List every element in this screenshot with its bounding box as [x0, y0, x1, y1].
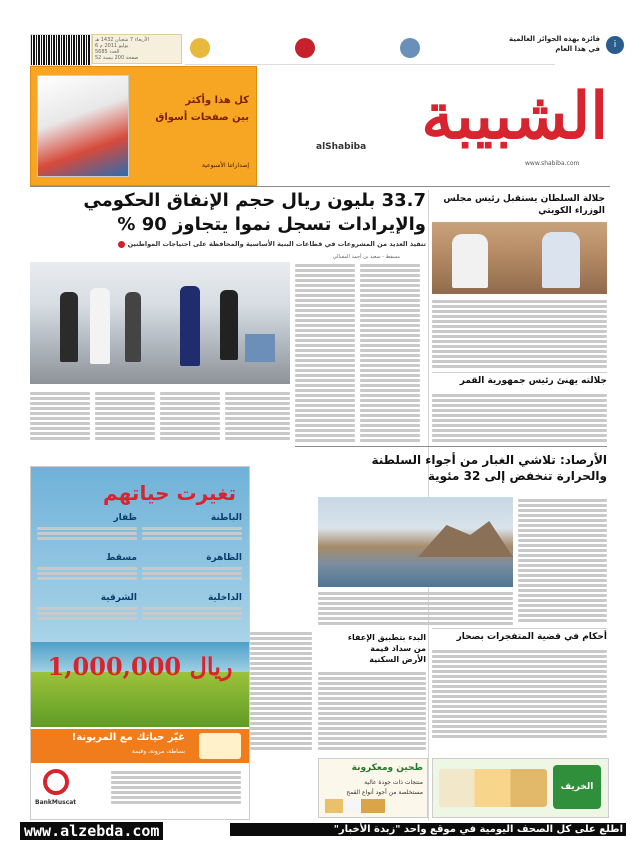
bank-ad-amount: 1,000,000 ريال [47, 652, 233, 681]
region-dakhiliya: الداخلية [207, 593, 242, 603]
issue-price: 52 صفحة 200 بيسة [95, 55, 139, 61]
region-winners [142, 605, 242, 622]
region-winners [142, 525, 242, 542]
loans-body [318, 670, 426, 754]
photo-cart [245, 334, 275, 362]
weather-body [518, 497, 607, 625]
award-badge [190, 38, 210, 58]
weather-headline-2: والحرارة تنخفض إلى 32 مئوية [427, 469, 607, 483]
bank-ad-slogan-band [31, 729, 249, 763]
logo-english: alShabiba [316, 142, 367, 152]
teaser-badge-icon: i [606, 36, 624, 54]
region-dhahira: الظاهرة [206, 553, 242, 563]
top-ad-headline-1: كل هذا وأكثر [185, 95, 249, 106]
masthead-logo [300, 72, 610, 172]
loans-headline-3: الأرض السكنية [369, 655, 426, 664]
weather-headline-1: الأرصاد: تلاشي الغبار من أجواء السلطنة [371, 453, 607, 467]
top-ad-tagline: إصداراتنا الأسبوعية [202, 162, 249, 169]
flour-ad-products [325, 799, 385, 813]
bank-ad-regions [37, 513, 243, 638]
top-ad-headline-2: بين صفحات أسواق [155, 112, 249, 123]
bank-ad-title: تغيرت حياتهم [103, 481, 236, 505]
lead-body-column [160, 390, 220, 442]
bank-ad-finetext [111, 769, 241, 806]
photo-person [125, 292, 141, 362]
sidebar-story-2-title: جلالته يهنئ رئيس جمهورية القمر [459, 376, 607, 386]
region-winners [142, 565, 242, 582]
issue-date: 6 يوليو 2011 م [95, 43, 129, 49]
photo-person [90, 288, 110, 364]
bank-ad-slogan: غيّر حياتك مع المريونة! [71, 732, 185, 743]
sidebar-story-1-title: جلالة السلطان يستقبل رئيس مجلس الوزراء الكويتي [443, 194, 605, 216]
website-link[interactable]: www.shabiba.com [525, 160, 580, 167]
footer-site-link[interactable]: www.alzebda.com [20, 822, 163, 840]
flour-ad [318, 758, 428, 818]
photo-person [542, 232, 580, 288]
sidebar-story-3-title: أحكام في قضية المتفجرات بصحار [456, 632, 607, 642]
subhead-bullet-icon [118, 241, 125, 248]
bank-name: BankMuscat [35, 799, 77, 806]
loans-headline-1: البدء بتطبيق الإعفاء [347, 633, 426, 642]
issue-date-hijri: الأربعاء 7 شعبان 1432 هـ [95, 37, 150, 43]
region-winners [37, 605, 137, 622]
alkhareef-logo: الخريف [553, 765, 601, 809]
region-winners [37, 525, 137, 542]
issue-number: العدد 5685 [95, 49, 120, 55]
footer-promo: اطلع على كل الصحف اليومية في موقع واحد "زبدة الأخبار" [230, 823, 626, 836]
alkhareef-products [439, 769, 547, 807]
lead-body-column [95, 390, 155, 442]
lead-body-column [30, 390, 90, 442]
weather-body [318, 590, 513, 626]
photo-person [60, 292, 78, 362]
logo-arabic: الشبيبة [421, 79, 608, 154]
photo-person [180, 286, 200, 366]
lead-body-column [295, 262, 355, 442]
top-teaser: فائزة بهذه الجوائز العالمية في هذا العام [509, 35, 600, 53]
sidebar-story-3-body [432, 648, 607, 740]
flour-ad-title: طحين ومعكرونة [351, 763, 423, 773]
sidebar-divider [432, 628, 607, 629]
sidebar-divider [432, 372, 607, 373]
award-badge [400, 38, 420, 58]
photo-person [452, 234, 488, 288]
top-ad [30, 66, 257, 186]
lead-headline-1: 33.7 بليون ريال حجم الإنفاق الحكومي [83, 190, 426, 211]
loans-body-wide [250, 630, 312, 754]
flour-ad-sub: منتجات ذات جودة عالية [364, 779, 423, 786]
section-divider [295, 446, 607, 447]
sidebar-story-1-body [432, 298, 607, 368]
bank-ad-product-logo [199, 733, 241, 759]
award-badge [295, 38, 315, 58]
region-batinah: الباطنة [210, 513, 242, 523]
issue-info [92, 34, 182, 64]
bank-ad [30, 466, 250, 820]
weather-photo [318, 497, 513, 587]
footer-strip [0, 820, 632, 843]
masthead-divider [30, 186, 610, 187]
loans-headline [318, 632, 426, 665]
lead-headline-2: والإيرادات تسجل نموا يتجاوز 90 % [117, 214, 426, 235]
bank-ad-slogan-sub: بساطة، مرونة، وقيمة [131, 748, 185, 755]
lead-body-column [360, 262, 420, 442]
lead-body-column [225, 390, 290, 442]
bank-logo-icon [43, 769, 69, 795]
top-ad-magazines [37, 75, 129, 177]
lead-subhead [30, 240, 426, 248]
region-muscat: مسقط [106, 553, 137, 563]
lead-photo [30, 262, 290, 384]
sidebar-photo-1 [432, 222, 607, 294]
sidebar-story-2-body [432, 392, 607, 442]
region-dhofar: ظفار [113, 513, 137, 523]
photo-person [220, 290, 238, 360]
loans-headline-2: من سداد قيمة [370, 644, 426, 653]
lead-subhead-text: تنفيذ العديد من المشروعات في قطاعات البنية الأساسية والمحافظة على احتياجات المواطنين [127, 240, 426, 248]
photo-mountain [418, 517, 513, 557]
region-sharqiya: الشرقية [100, 593, 137, 603]
flour-ad-sub-2: مستخلصة من أجود أنواع القمح [346, 789, 423, 796]
barcode [30, 34, 92, 66]
lead-byline: مسقط - سعيد بن أحمد المقبالي [332, 254, 400, 260]
region-winners [37, 565, 137, 582]
alkhareef-ad [432, 758, 609, 818]
